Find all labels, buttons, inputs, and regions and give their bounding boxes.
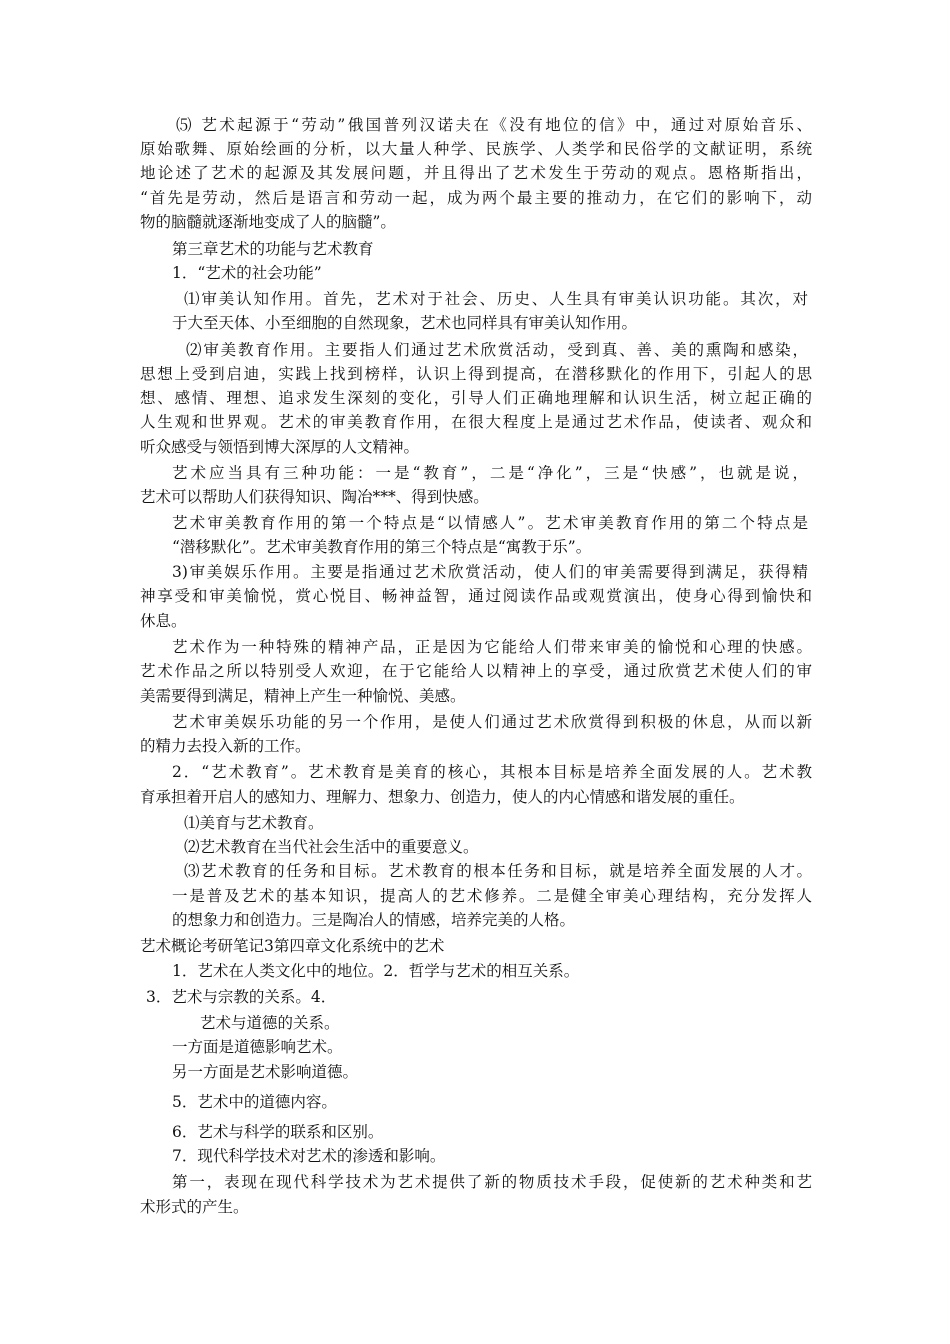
- text-line: 3)审美娱乐作用。主要是指通过艺术欣赏活动，使人们的审美需要得到满足，获得精: [172, 563, 808, 581]
- text-line: 另一方面是艺术影响道德。: [172, 1063, 359, 1081]
- list-item: 5．艺术中的道德内容。: [172, 1093, 337, 1111]
- text-line: 于大至天体、小至细胞的自然现象，艺术也同样具有审美认知作用。: [172, 314, 638, 332]
- list-item: 1．艺术在人类文化中的地位。2．哲学与艺术的相互关系。: [172, 962, 580, 980]
- chapter-heading: 第三章艺术的功能与艺术教育: [172, 240, 374, 258]
- list-item: 3．艺术与宗教的关系。4．: [146, 988, 337, 1006]
- text-line: 原始歌舞、原始绘画的分析，以大量人种学、民族学、人类学和民俗学的文献证明，系统: [140, 140, 812, 158]
- text-line: 物的脑髓就逐渐地变成了人的脑髓”。: [140, 213, 396, 231]
- text-line: 第一，表现在现代科学技术为艺术提供了新的物质技术手段，促使新的艺术种类和艺: [172, 1173, 812, 1191]
- text-line: ⑵艺术教育在当代社会生活中的重要意义。: [184, 838, 479, 856]
- text-line: 美需要得到满足，精神上产生一种愉悦、美感。: [140, 687, 466, 705]
- text-line: ⑶艺术教育的任务和目标。艺术教育的根本任务和目标，就是培养全面发展的人才。: [184, 862, 812, 880]
- chapter-heading: 艺术概论考研笔记3第四章文化系统中的艺术: [140, 937, 445, 955]
- text-line: “首先是劳动，然后是语言和劳动一起，成为两个最主要的推动力，在它们的影响下，动: [140, 189, 812, 207]
- list-item: 7．现代科学技术对艺术的渗透和影响。: [172, 1147, 446, 1165]
- text-line: “潜移默化”。艺术审美教育作用的第三个特点是“寓教于乐”。: [172, 538, 592, 556]
- text-line: 育承担着开启人的感知力、理解力、想象力、创造力，使人的内心情感和谐发展的重任。: [140, 788, 745, 806]
- text-line: 的想象力和创造力。三是陶冶人的情感，培养完美的人格。: [172, 911, 576, 929]
- text-line: ⑸ 艺术起源于“劳动”俄国普列汉诺夫在《没有地位的信》中，通过对原始音乐、: [176, 116, 812, 134]
- text-line: 人生观和世界观。艺术的审美教育作用，在很大程度上是通过艺术作品，使读者、观众和: [140, 413, 812, 431]
- text-line: 2．“艺术教育”。艺术教育是美育的核心，其根本目标是培养全面发展的人。艺术教: [172, 763, 812, 781]
- text-line: 艺术审美娱乐功能的另一个作用，是使人们通过艺术欣赏得到积极的休息，从而以新: [172, 713, 812, 731]
- text-line: 听众感受与领悟到博大深厚的人文精神。: [140, 438, 420, 456]
- text-line: 休息。: [140, 612, 187, 630]
- text-line: 地论述了艺术的起源及其发展问题，并且得出了艺术发生于劳动的观点。恩格斯指出，: [140, 164, 812, 182]
- text-line: 想、感情、理想、追求发生深刻的变化，引导人们正确地理解和认识生活，树立起正确的: [140, 389, 812, 407]
- list-item: 6．艺术与科学的联系和区别。: [172, 1123, 384, 1141]
- text-line: 艺术作品之所以特别受人欢迎，在于它能给人以精神上的享受，通过欣赏艺术使人们的审: [140, 662, 812, 680]
- text-line: 艺术可以帮助人们获得知识、陶冶***、得到快感。: [140, 488, 489, 506]
- text-line: 神享受和审美愉悦，赏心悦目、畅神益智，通过阅读作品或观赏演出，使身心得到愉快和: [140, 587, 812, 605]
- text-line: 艺术作为一种特殊的精神产品，正是因为它能给人们带来审美的愉悦和心理的快感。: [172, 638, 812, 656]
- text-line: ⑴美育与艺术教育。: [184, 814, 324, 832]
- text-line: ⑴审美认知作用。首先，艺术对于社会、历史、人生具有审美认识功能。其次，对: [184, 290, 808, 308]
- list-item: 艺术与道德的关系。: [200, 1014, 340, 1032]
- text-line: 一是普及艺术的基本知识，提高人的艺术修养。二是健全审美心理结构，充分发挥人: [172, 887, 812, 905]
- text-line: ⑵审美教育作用。主要指人们通过艺术欣赏活动，受到真、善、美的熏陶和感染，: [186, 341, 808, 359]
- section-heading: 1．“艺术的社会功能”: [172, 264, 322, 282]
- text-line: 的精力去投入新的工作。: [140, 737, 311, 755]
- text-line: 艺术应当具有三种功能：一是“教育”，二是“净化”，三是“快感”，也就是说，: [172, 464, 808, 482]
- text-line: 术形式的产生。: [140, 1198, 249, 1216]
- text-line: 一方面是道德影响艺术。: [172, 1038, 343, 1056]
- text-line: 思想上受到启迪，实践上找到榜样，认识上得到提高，在潜移默化的作用下，引起人的思: [140, 365, 812, 383]
- text-line: 艺术审美教育作用的第一个特点是“以情感人”。艺术审美教育作用的第二个特点是: [172, 514, 808, 532]
